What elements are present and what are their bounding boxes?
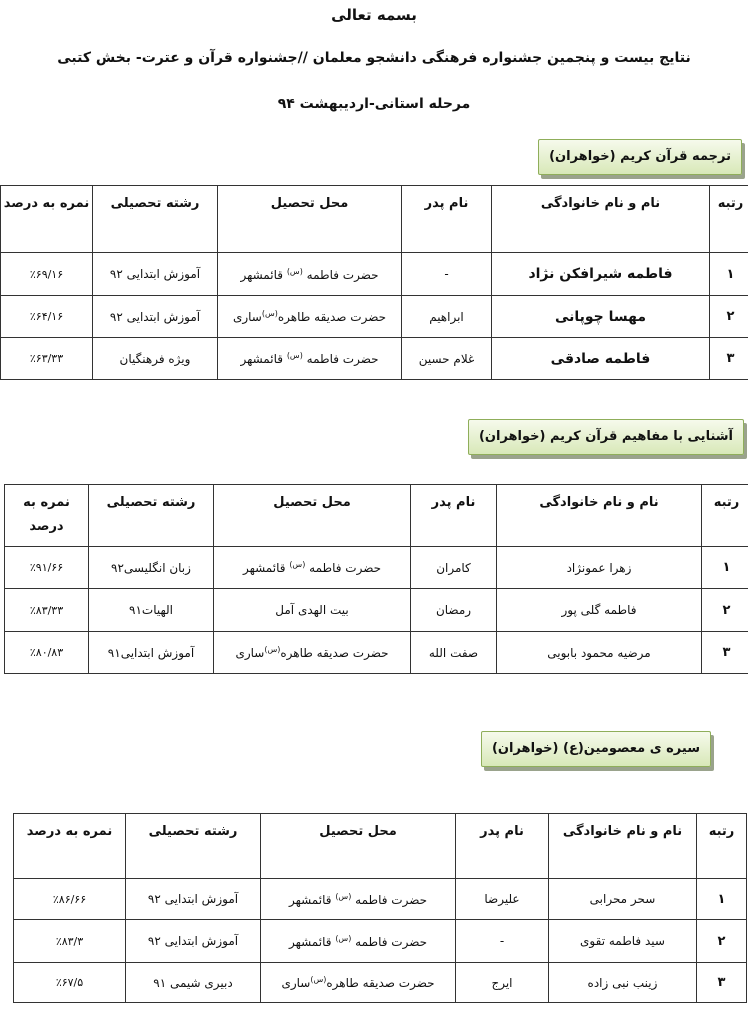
- section-title-translation: ترجمه قرآن کریم (خواهران): [538, 139, 742, 175]
- honorific-mark: (س): [335, 891, 352, 901]
- score-cell: ٪۸۶/۶۶: [14, 879, 126, 920]
- document-heading: بسمه تعالی: [331, 6, 417, 24]
- score-cell: ٪۶۹/۱۶: [1, 253, 93, 296]
- field-cell: دبیری شیمی ۹۱: [126, 963, 261, 1003]
- field-cell: الهیات۹۱: [89, 589, 214, 632]
- table-row: [1, 253, 748, 296]
- table-row: [1, 296, 748, 338]
- name-cell: سحر محرابی: [549, 879, 697, 920]
- place-cell: [218, 338, 402, 380]
- place-name: حضرت فاطمه: [355, 892, 428, 907]
- column-header-father: نام پدر: [411, 485, 497, 547]
- place-cell: [214, 632, 411, 674]
- table-row: [5, 589, 748, 632]
- father-cell: -: [456, 920, 549, 963]
- field-cell: زبان انگلیسی۹۲: [89, 547, 214, 589]
- section-title-concepts: آشنایی با مفاهیم قرآن کریم (خواهران): [468, 419, 744, 455]
- rank-cell: ۱: [697, 879, 747, 920]
- place-cell: [261, 920, 456, 963]
- field-cell: آموزش ابتدایی ۹۲: [126, 879, 261, 920]
- field-cell: آموزش ابتدایی۹۱: [89, 632, 214, 674]
- rank-cell: ۲: [710, 296, 748, 338]
- score-cell: ٪۸۳/۳: [14, 920, 126, 963]
- field-cell: آموزش ابتدایی ۹۲: [126, 920, 261, 963]
- place-name: حضرت فاطمه: [306, 267, 379, 282]
- score-cell: ٪۸۳/۳۳: [5, 589, 89, 632]
- document-subtitle: مرحله استانی-اردیبهشت ۹۴: [277, 96, 471, 112]
- place-cell: بیت الهدی آمل: [214, 589, 411, 632]
- rank-cell: ۳: [702, 632, 748, 674]
- field-cell: ویژه فرهنگیان: [93, 338, 218, 380]
- place-city: ساری: [235, 646, 265, 660]
- table-row: [14, 920, 747, 963]
- place-cell: [261, 879, 456, 920]
- table-header-row: [5, 485, 748, 547]
- column-header-place: محل تحصیل: [261, 814, 456, 879]
- name-cell: زینب نبی زاده: [549, 963, 697, 1003]
- score-cell: ٪۶۴/۱۶: [1, 296, 93, 338]
- rank-cell: ۳: [710, 338, 748, 380]
- place-cell: [214, 547, 411, 589]
- table-row: [14, 963, 747, 1003]
- name-cell: سید فاطمه تقوی: [549, 920, 697, 963]
- field-cell: آموزش ابتدایی ۹۲: [93, 296, 218, 338]
- father-cell: علیرضا: [456, 879, 549, 920]
- column-header-father: نام پدر: [402, 186, 492, 253]
- place-name: حضرت صدیقه طاهره: [277, 310, 387, 324]
- column-header-field: رشته تحصیلی: [89, 485, 214, 547]
- field-cell: آموزش ابتدایی ۹۲: [93, 253, 218, 296]
- father-cell: کامران: [411, 547, 497, 589]
- name-cell: فاطمه شیرافکن نژاد: [492, 253, 710, 296]
- column-header-rank: رتبه: [697, 814, 747, 879]
- father-cell: غلام حسین: [402, 338, 492, 380]
- table-row: [14, 879, 747, 920]
- place-city: قائمشهر: [288, 934, 332, 949]
- honorific-mark: (س): [286, 351, 303, 360]
- column-header-father: نام پدر: [456, 814, 549, 879]
- name-cell: فاطمه گلی پور: [497, 589, 702, 632]
- place-name: حضرت فاطمه: [309, 561, 382, 575]
- column-header-name: نام و نام خانوادگی: [492, 186, 710, 253]
- table-row: [5, 632, 748, 674]
- column-header-place: محل تحصیل: [218, 186, 402, 253]
- place-city: قائمشهر: [288, 892, 332, 907]
- score-cell: ٪۸۰/۸۳: [5, 632, 89, 674]
- column-header-rank: رتبه: [702, 485, 748, 547]
- honorific-mark: (س): [289, 560, 306, 569]
- results-table-translation: [0, 185, 748, 380]
- honorific-mark: (س): [335, 933, 352, 943]
- place-cell: [218, 253, 402, 296]
- column-header-place: محل تحصیل: [214, 485, 411, 547]
- name-cell: زهرا عمونژاد: [497, 547, 702, 589]
- place-city: قائمشهر: [242, 561, 286, 575]
- name-cell: مرضیه محمود بابویی: [497, 632, 702, 674]
- rank-cell: ۱: [710, 253, 748, 296]
- honorific-mark: (س): [261, 309, 278, 318]
- column-header-score: نمره به درصد: [5, 485, 89, 547]
- score-cell: ٪۶۳/۳۳: [1, 338, 93, 380]
- rank-cell: ۱: [702, 547, 748, 589]
- place-city: ساری: [232, 310, 262, 324]
- honorific-mark: (س): [286, 266, 303, 276]
- column-header-score: نمره به درصد: [14, 814, 126, 879]
- father-cell: رمضان: [411, 589, 497, 632]
- place-city: قائمشهر: [240, 267, 283, 282]
- rank-cell: ۲: [702, 589, 748, 632]
- column-header-rank: رتبه: [710, 186, 748, 253]
- place-name: حضرت فاطمه: [306, 352, 379, 366]
- place-cell: [261, 963, 456, 1003]
- honorific-mark: (س): [310, 975, 327, 984]
- table-row: [5, 547, 748, 589]
- place-city: قائمشهر: [240, 352, 283, 366]
- column-header-score: نمره به درصد: [1, 186, 93, 253]
- section-title-sira: سیره ی معصومین(ع) (خواهران): [481, 731, 711, 767]
- name-cell: فاطمه صادقی: [492, 338, 710, 380]
- results-table-sira: [13, 813, 747, 1003]
- place-name: حضرت صدیقه طاهره: [326, 976, 435, 990]
- father-cell: ابراهیم: [402, 296, 492, 338]
- document-title: نتایج بیست و پنجمین جشنواره فرهنگی دانشجو معلمان //جشنواره قرآن و عترت- بخش کتبی: [57, 50, 691, 66]
- column-header-name: نام و نام خانوادگی: [549, 814, 697, 879]
- rank-cell: ۲: [697, 920, 747, 963]
- name-cell: مهسا چوپانی: [492, 296, 710, 338]
- place-name: حضرت صدیقه طاهره: [280, 646, 389, 660]
- table-header-row: [14, 814, 747, 879]
- rank-cell: ۳: [697, 963, 747, 1003]
- column-header-field: رشته تحصیلی: [126, 814, 261, 879]
- place-cell: [218, 296, 402, 338]
- column-header-name: نام و نام خانوادگی: [497, 485, 702, 547]
- column-header-field: رشته تحصیلی: [93, 186, 218, 253]
- place-city: ساری: [281, 976, 311, 990]
- honorific-mark: (س): [264, 645, 281, 654]
- father-cell: صفت الله: [411, 632, 497, 674]
- father-cell: -: [402, 253, 492, 296]
- table-header-row: [1, 186, 748, 253]
- place-name: حضرت فاطمه: [355, 934, 428, 949]
- father-cell: ایرج: [456, 963, 549, 1003]
- score-cell: ٪۹۱/۶۶: [5, 547, 89, 589]
- table-row: [1, 338, 748, 380]
- results-table-concepts: [4, 484, 748, 674]
- score-cell: ٪۶۷/۵: [14, 963, 126, 1003]
